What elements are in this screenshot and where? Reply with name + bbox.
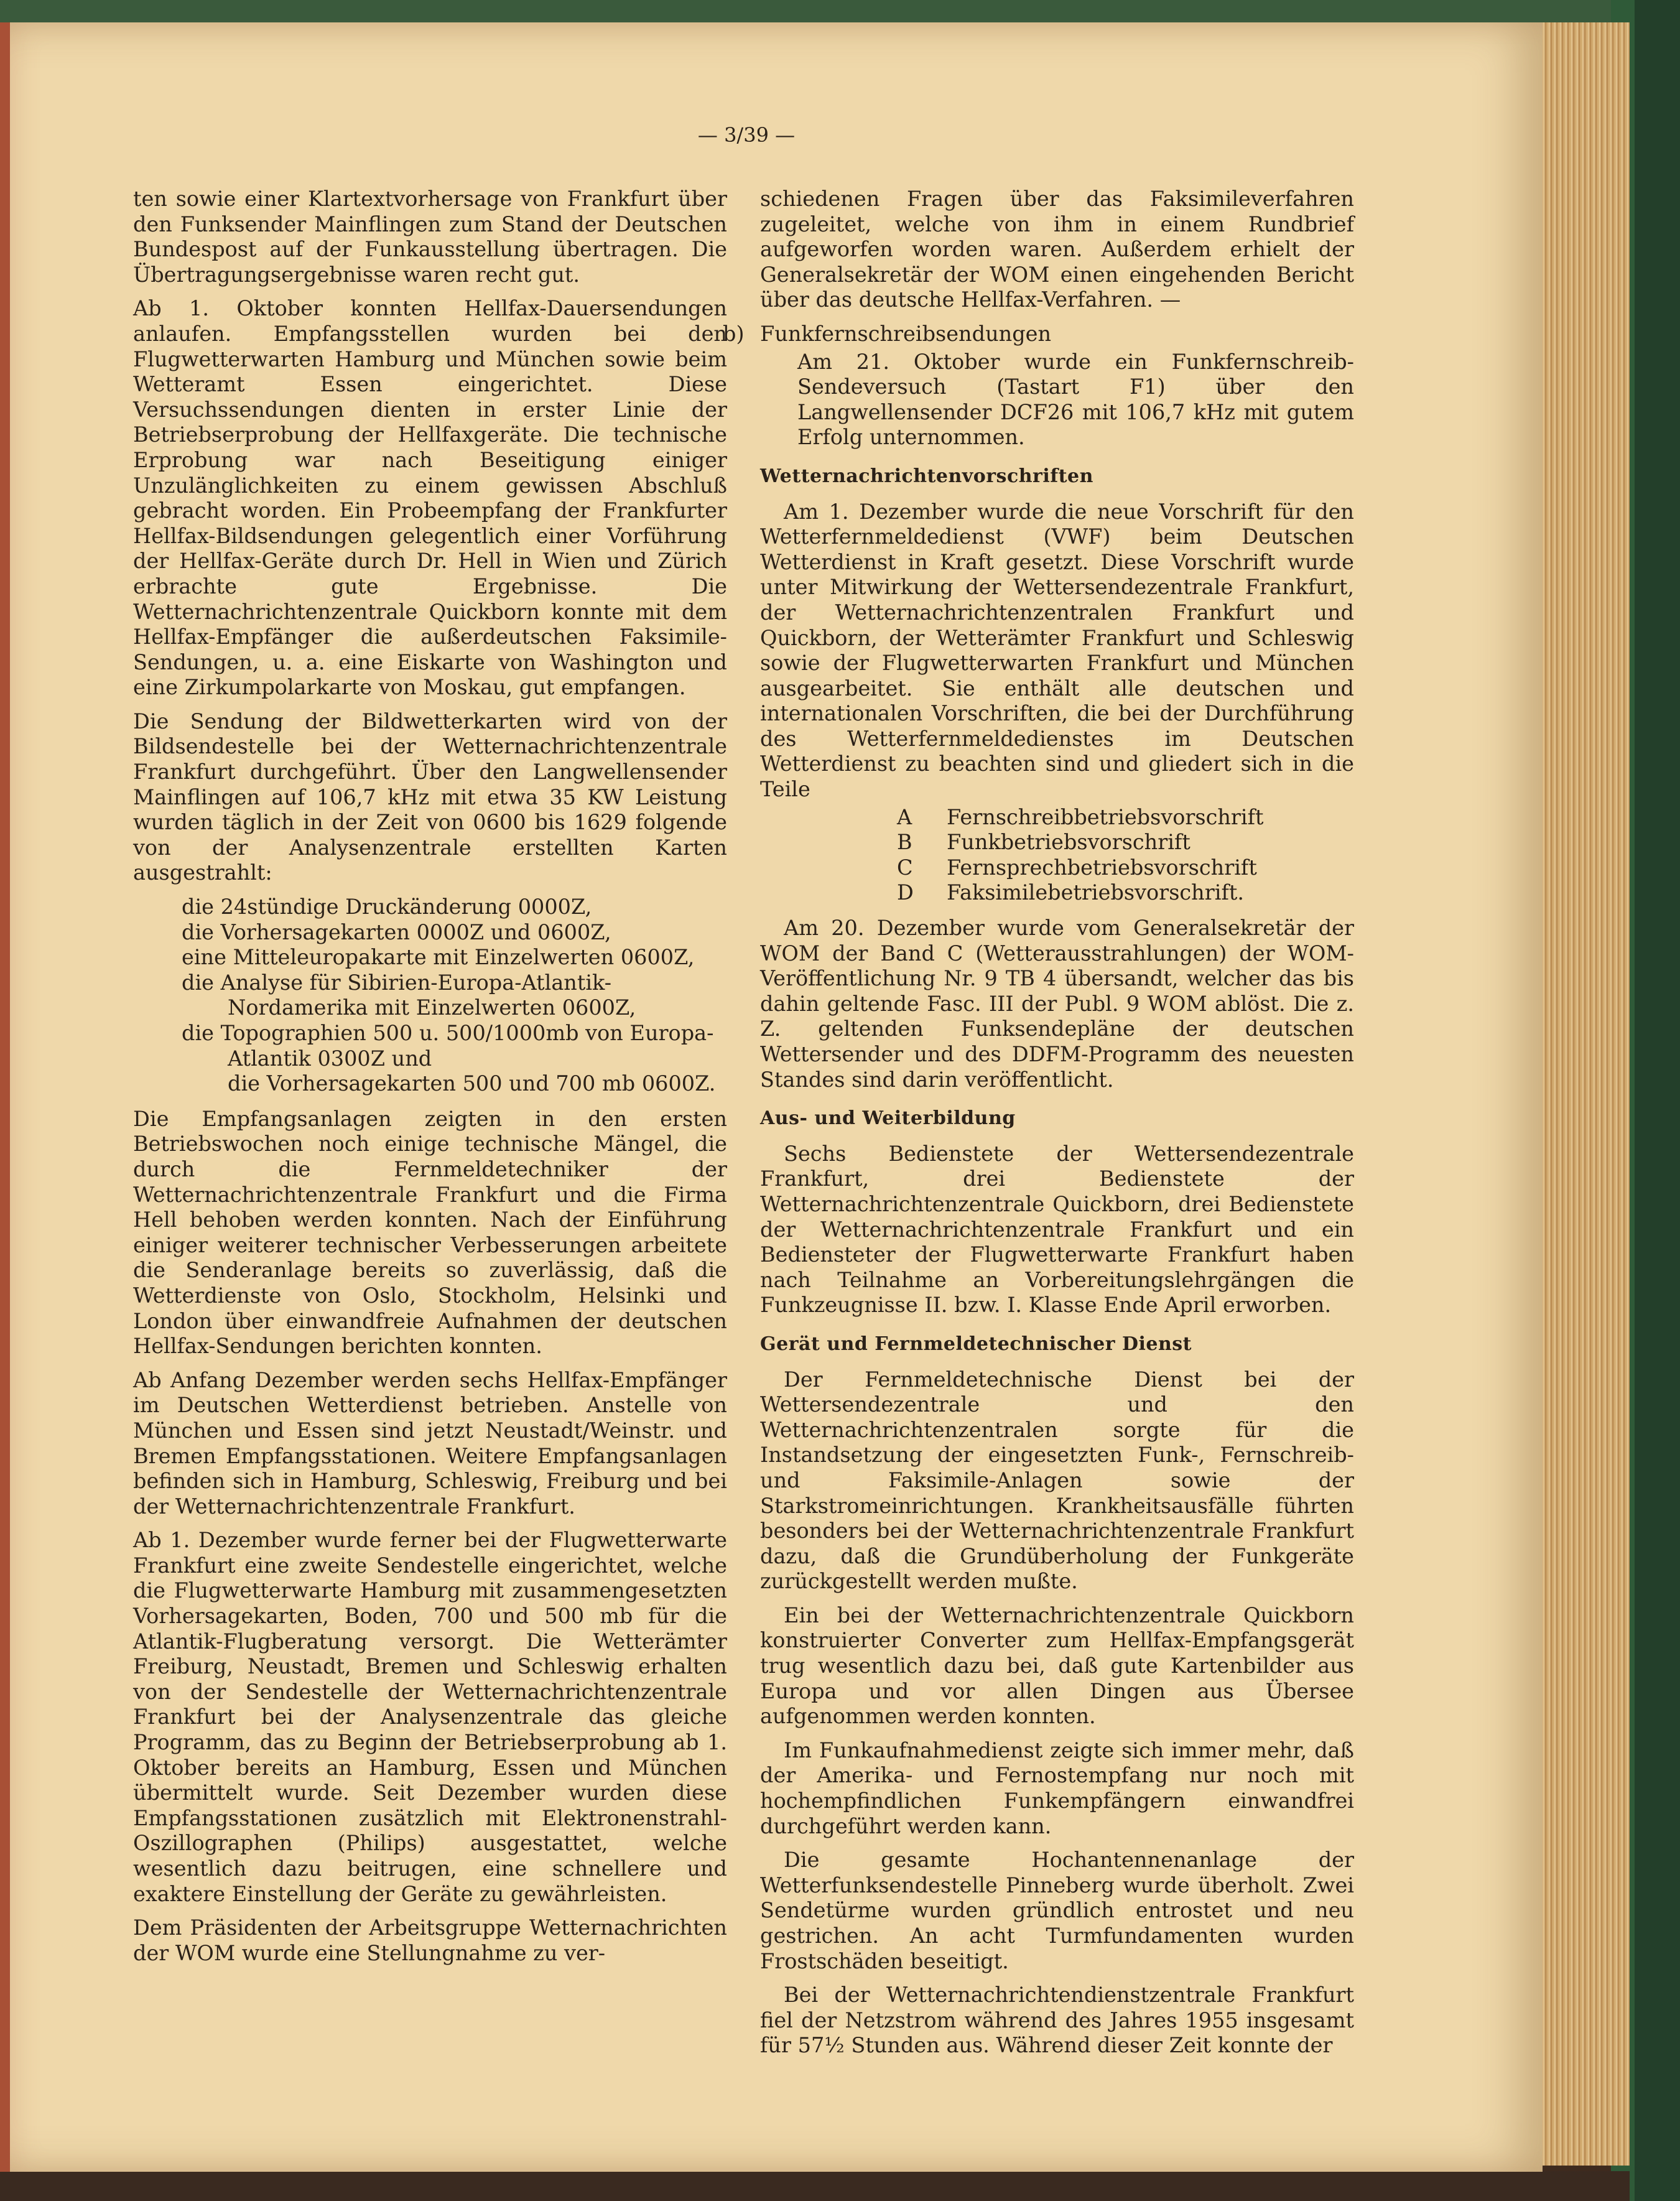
list-item: die Topographien 500 u. 500/1000mb von Europa-Atlantik 0300Z und	[182, 1021, 714, 1071]
part-text: Fernsprechbetriebsvorschrift	[947, 855, 1257, 880]
list-item: die Analyse für Sibirien-Europa-Atlantik-Nordamerika mit Einzelwerten 0600Z,	[182, 970, 636, 1020]
part-text: Faksimilebetriebsvorschrift.	[947, 880, 1244, 905]
part-text: Funkbetriebsvorschrift	[947, 830, 1190, 855]
list-item: die Vorhersagekarten 0000Z und 0600Z,	[182, 919, 611, 944]
paragraph: Im Funkaufnahmedienst zeigte sich immer mehr, daß der Amerika- und Fernostempfang nur noch mit hochempfindlichen Funkempfängern einwandfrei durchgeführt werden kann.	[760, 1738, 1354, 1838]
paragraph: Bei der Wetternachrichtendienstzentrale Frankfurt fiel der Netzstrom während des Jahres 1955 insgesamt für 57½ Stunden aus. Während dieser Zeit konnte der	[760, 1983, 1354, 2058]
right-column	[723, 187, 1354, 2067]
map-list	[133, 895, 727, 1097]
paragraph: Am 20. Dezember wurde vom Generalsekretär der WOM der Band C (Wetterausstrahlungen) der WOM-Veröffentlichung Nr. 9 TB 4 übersandt, welcher das bis dahin geltende Fasc. III der Publ. 9 WOM ablöst. Die z. Z. geltenden Funksendepläne der deutschen Wettersender und des DDFM-Programm des neuesten Standes sind darin veröffentlicht.	[760, 916, 1354, 1092]
section-heading: Gerät und Fernmeldetechnischer Dienst	[760, 1333, 1192, 1355]
paragraph: Die gesamte Hochantennenanlage der Wetterfunksendestelle Pinneberg wurde überholt. Zwei Sendetürme wurden gründlich entrostet und neu gestrichen. An acht Turmfundamenten wurden Frostschäden beseitigt.	[760, 1848, 1354, 1973]
part-item	[760, 880, 1354, 906]
list-item: die 24stündige Druckänderung 0000Z,	[182, 895, 592, 919]
paragraph: Ab 1. Dezember wurde ferner bei der Flugwetterwarte Frankfurt eine zweite Sendestelle eingerichtet, welche die Flugwetterwarte Hamburg mit zusammengesetzten Vorhersagekarten, Boden, 700 und 500 mb für die Atlantik-Flugberatung versorgt. Die Wetterämter Freiburg, Neustadt, Bremen und Schleswig erhalten von der Sendestelle der Wetternachrichtenzentrale Frankfurt bei der Analysenzentrale das gleiche Programm, das zu Beginn der Betriebserprobung ab 1. Oktober bereits an Hamburg, Essen und München übermittelt wurde. Seit Dezember wurden diese Empfangsstationen zusätzlich mit Elektronenstrahl-Oszillographen (Philips) ausgestattet, welche wesentlich dazu beitrugen, eine schnellere und exaktere Einstellung der Geräte zu gewährleisten.	[133, 1528, 727, 1906]
part-item	[760, 830, 1354, 855]
paragraph: Der Fernmeldetechnische Dienst bei der Wettersendezentrale und den Wetternachrichtenzentralen sorgte für die Instandsetzung der eingesetzten Funk-, Fernschreib- und Faksimile-Anlagen sowie der Starkstromeinrichtungen. Krankheitsausfälle führten besonders bei der Wetternachrichtenzentrale Frankfurt dazu, daß die Grundüberholung der Funkgeräte zurückgestellt werden mußte.	[760, 1367, 1354, 1594]
subsection-b	[723, 321, 1354, 347]
paragraph: Dem Präsidenten der Arbeitsgruppe Wetternachrichten der WOM wurde eine Stellungnahme zu ver-	[133, 1915, 727, 1965]
subsection-label: b)	[723, 321, 745, 346]
paragraph: Ab 1. Oktober konnten Hellfax-Dauersendungen anlaufen. Empfangsstellen wurden bei den Flugwetterwarten Hamburg und München sowie beim Wetteramt Essen eingerichtet. Diese Versuchssendungen dienten in erster Linie der Betriebserprobung der Hellfaxgeräte. Die technische Erprobung war nach Beseitigung einiger Unzulänglichkeiten zu einem gewissen Abschluß gebracht worden. Ein Probeempfang der Frankfurter Hellfax-Bildsendungen gelegentlich einer Vorführung der Hellfax-Geräte durch Dr. Hell in Wien und Zürich erbrachte gute Ergebnisse. Die Wetternachrichtenzentrale Quickborn konnte mit dem Hellfax-Empfänger die außerdeutschen Faksimile-Sendungen, u. a. eine Eiskarte von Washington und eine Zirkumpolarkarte von Moskau, gut empfangen.	[133, 296, 727, 700]
list-item: eine Mitteleuropakarte mit Einzelwerten 0600Z,	[182, 945, 695, 970]
parts-list	[760, 805, 1354, 906]
part-letter: B	[897, 830, 912, 855]
page-number: — 3/39 —	[697, 123, 796, 147]
book-cover-top	[0, 0, 1654, 25]
paragraph: Die Empfangsanlagen zeigten in den ersten Betriebswochen noch einige technische Mängel, die durch die Fernmeldetechniker der Wetternachrichtenzentrale Frankfurt und die Firma Hell behoben werden konnten. Nach der Einführung einiger weiterer technischer Verbesserungen arbeitete die Senderanlage bereits so zuverlässig, daß die Wetterdienste von Oslo, Stockholm, Helsinki und London über einwandfreie Aufnahmen der deutschen Hellfax-Sendungen berichten konnten.	[133, 1106, 727, 1359]
paragraph: ten sowie einer Klartextvorhersage von Frankfurt über den Funksender Mainflingen zum Stand der Deutschen Bundespost auf der Funkausstellung übertragen. Die Übertragungsergebnisse waren recht gut.	[133, 187, 727, 287]
part-letter: C	[897, 855, 913, 880]
book-spine	[0, 22, 10, 2172]
subsection-title: Funkfernschreibsendungen	[760, 321, 1052, 346]
list-item: die Vorhersagekarten 500 und 700 mb 0600Z.	[228, 1071, 716, 1096]
page-edges	[1536, 22, 1630, 2166]
part-letter: A	[897, 804, 912, 829]
section-heading: Aus- und Weiterbildung	[760, 1107, 1016, 1130]
paragraph: Sechs Bedienstete der Wettersendezentrale Frankfurt, drei Bedienstete der Wetternachrichtenzentrale Quickborn, drei Bedienstete der Wetternachrichtenzentrale Frankfurt und ein Bediensteter der Flugwetterwarte Frankfurt haben nach Teilnahme an Vorbereitungslehrgängen die Funkzeugnisse II. bzw. I. Klasse Ende April erworben.	[760, 1141, 1354, 1318]
book-bottom-edge	[0, 2171, 1630, 2201]
part-text: Fernschreibbetriebsvorschrift	[947, 804, 1264, 829]
part-item	[760, 805, 1354, 831]
paragraph: Am 21. Oktober wurde ein Funkfernschreib-Sendeversuch (Tastart F1) über den Langwellensender DCF26 mit 106,7 kHz mit gutem Erfolg unternommen.	[797, 349, 1354, 450]
left-column	[133, 187, 727, 1975]
paragraph: Ein bei der Wetternachrichtenzentrale Quickborn konstruierter Converter zum Hellfax-Empfangsgerät trug wesentlich dazu bei, daß gute Kartenbilder aus Europa und vor allen Dingen aus Übersee aufgenommen werden konnten.	[760, 1603, 1354, 1729]
book-cover-edge	[1635, 0, 1680, 2201]
section-heading: Wetternachrichtenvorschriften	[760, 465, 1093, 487]
paragraph: Die Sendung der Bildwetterkarten wird von der Bildsendestelle bei der Wetternachrichtenzentrale Frankfurt durchgeführt. Über den Langwellensender Mainflingen auf 106,7 kHz mit etwa 35 KW Leistung wurden täglich in der Zeit von 0600 bis 1629 folgende von der Analysenzentrale erstellten Karten ausgestrahlt:	[133, 709, 727, 885]
paragraph: schiedenen Fragen über das Faksimileverfahren zugeleitet, welche von ihm in einem Rundbrief aufgeworfen worden waren. Außerdem erhielt der Generalsekretär der WOM einen eingehenden Bericht über das deutsche Hellfax-Verfahren. —	[760, 187, 1354, 312]
part-letter: D	[897, 880, 914, 905]
paragraph: Ab Anfang Dezember werden sechs Hellfax-Empfänger im Deutschen Wetterdienst betrieben. Anstelle von München und Essen sind jetzt Neustadt/Weinstr. und Bremen Empfangsstationen. Weitere Empfangsanlagen befinden sich in Hamburg, Schleswig, Freiburg und bei der Wetternachrichtenzentrale Frankfurt.	[133, 1367, 727, 1519]
part-item	[760, 855, 1354, 881]
paragraph: Am 1. Dezember wurde die neue Vorschrift für den Wetterfernmeldedienst (VWF) beim Deutschen Wetterdienst in Kraft gesetzt. Diese Vorschrift wurde unter Mitwirkung der Wettersendezentrale Frankfurt, der Wetternachrichtenzentralen Frankfurt und Quickborn, der Wetterämter Frankfurt und Schleswig sowie der Flugwetterwarten Frankfurt und München ausgearbeitet. Sie enthält alle deutschen und internationalen Vorschriften, die bei der Durchführung des Wetterfernmeldedienstes im Deutschen Wetterdienst zu beachten sind und gliedert sich in die Teile	[760, 499, 1354, 802]
